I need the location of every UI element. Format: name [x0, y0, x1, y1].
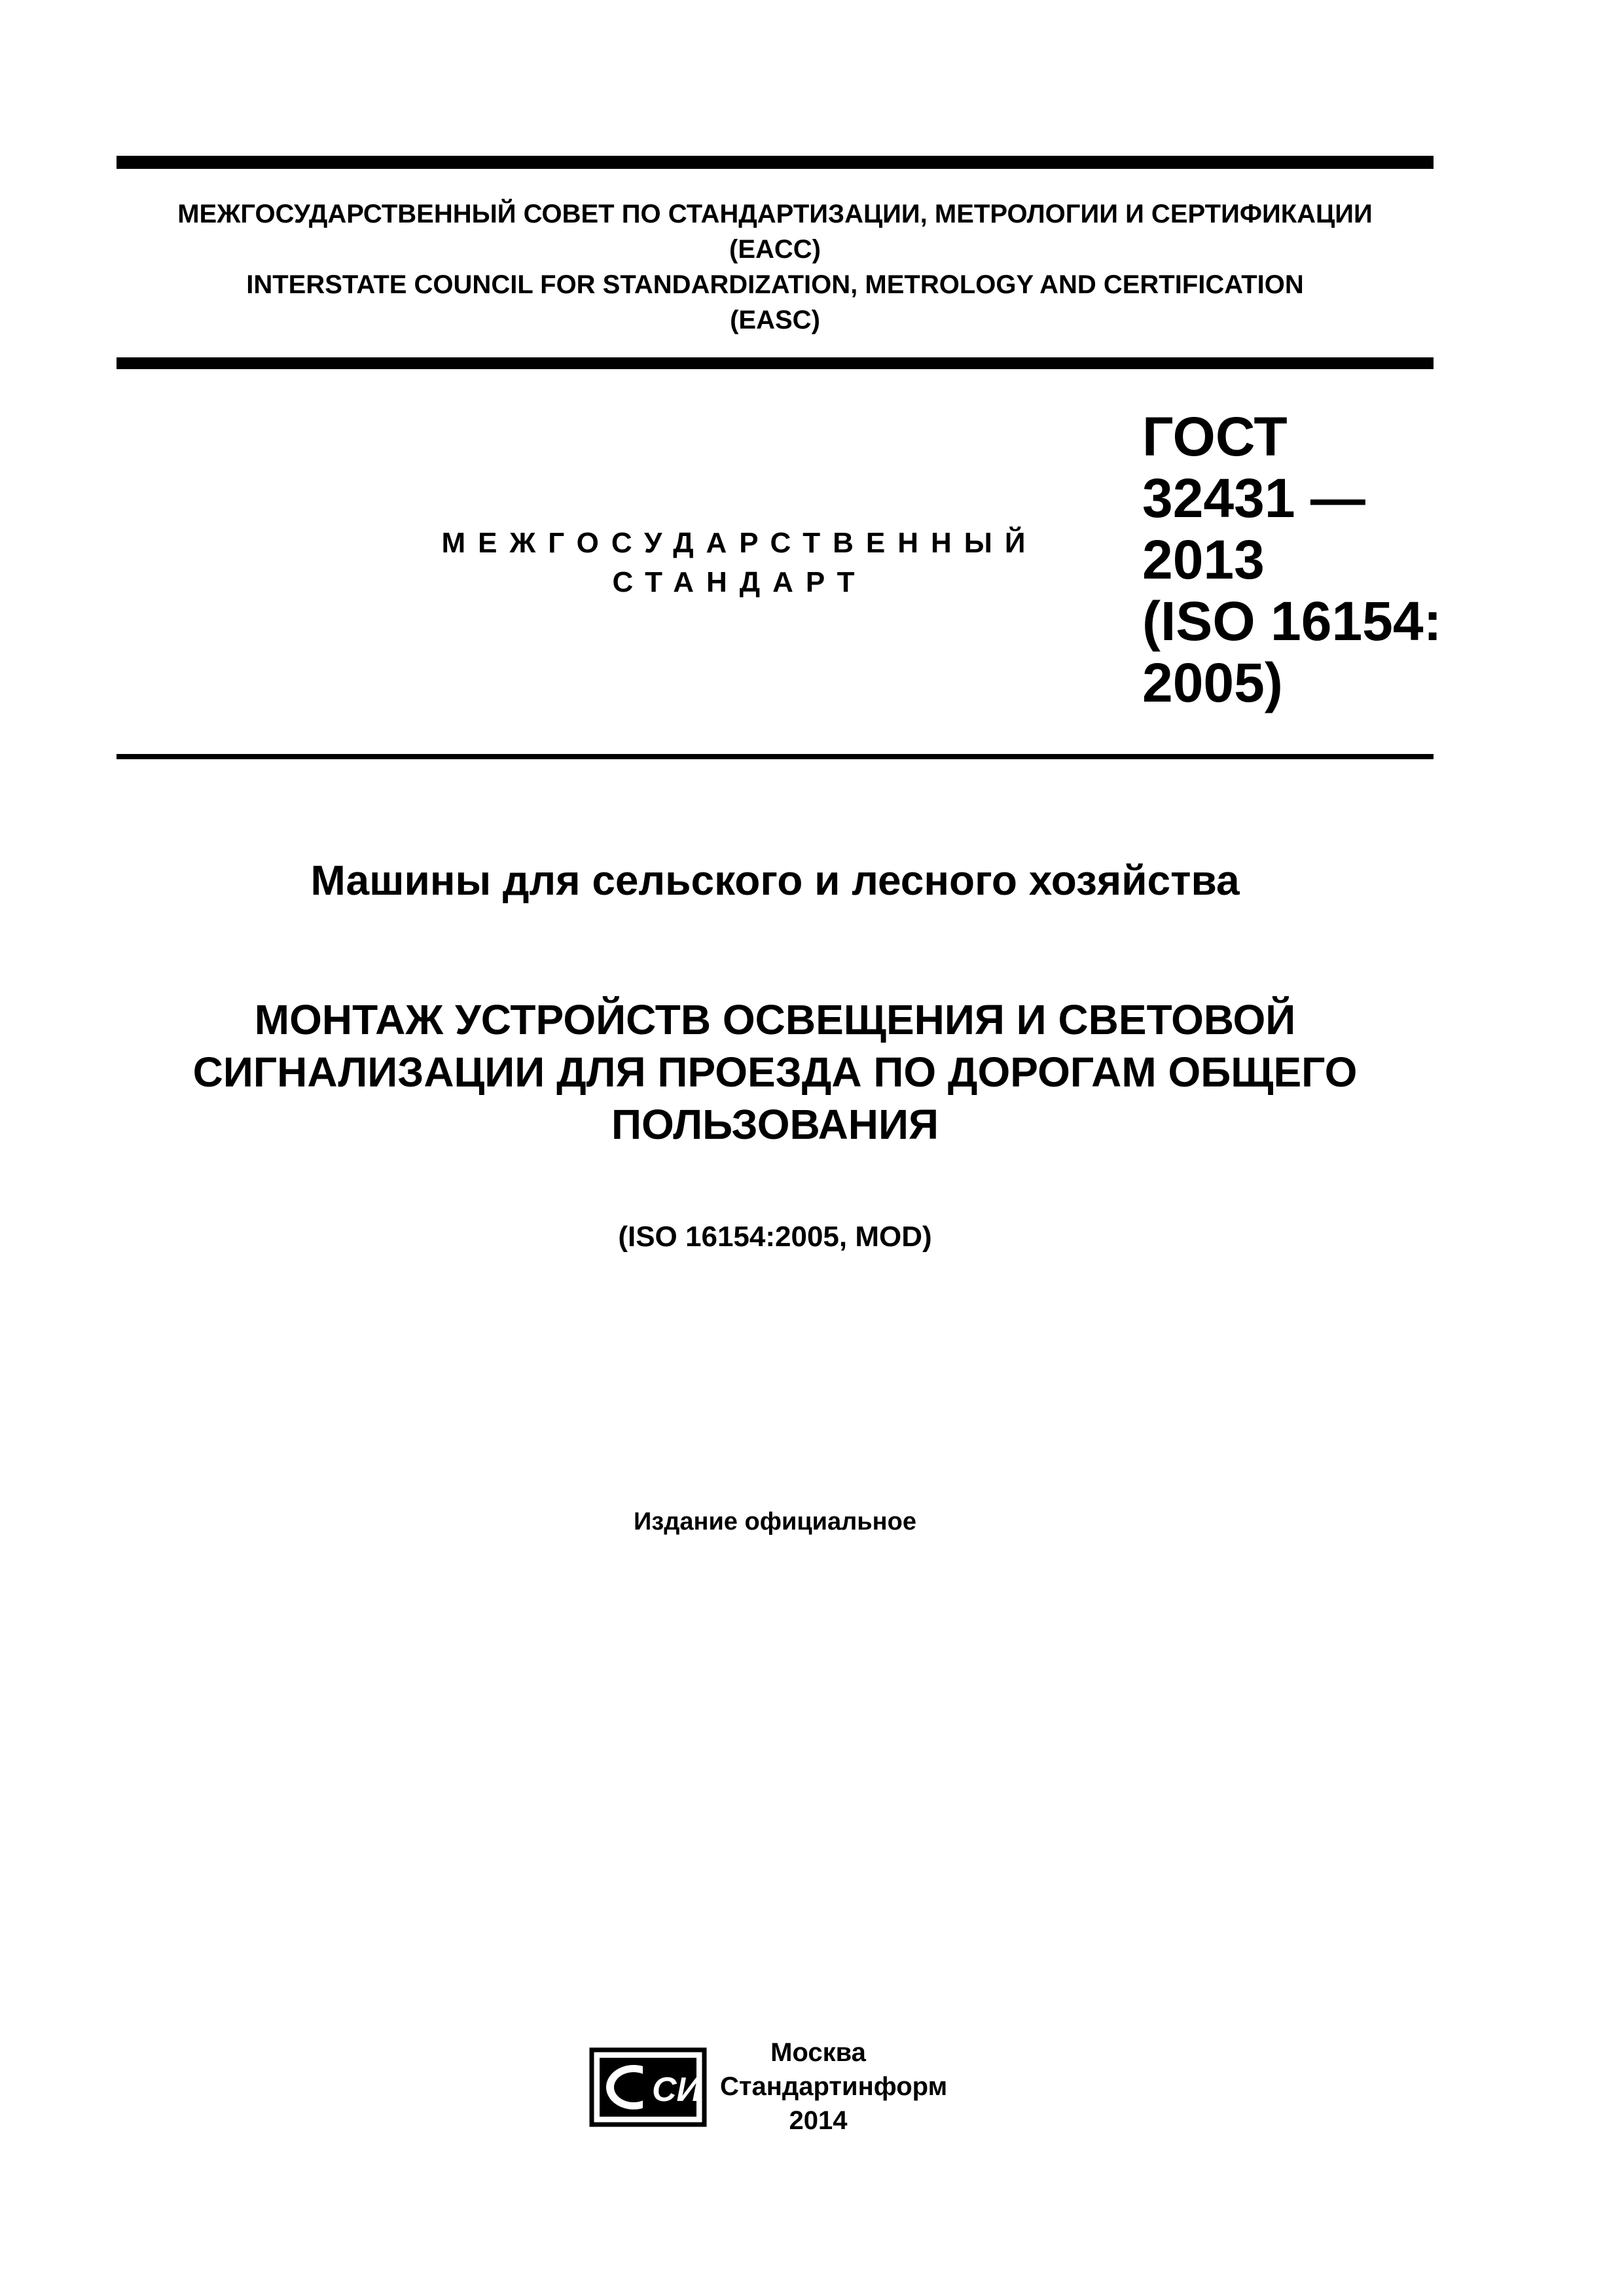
logo-text: СИ — [652, 2071, 701, 2109]
council-name-ru: МЕЖГОСУДАРСТВЕННЫЙ СОВЕТ ПО СТАНДАРТИЗАЦИИ, МЕТРОЛОГИИ И СЕРТИФИКАЦИИ — [177, 200, 1373, 228]
middle-rule — [117, 357, 1434, 369]
designation-line5: 2005) — [1142, 652, 1283, 713]
standard-type-line2: СТАНДАРТ — [612, 566, 867, 598]
standard-type — [353, 524, 1126, 602]
publisher-block — [720, 2036, 948, 2138]
bottom-rule — [117, 754, 1434, 759]
top-rule — [117, 156, 1434, 169]
standard-designation — [1142, 406, 1442, 713]
council-header — [117, 196, 1434, 338]
council-abbr-en: (EASC) — [730, 306, 820, 334]
edition-note: Издание официальное — [634, 1508, 916, 1535]
document-title: Машины для сельского и лесного хозяйства — [310, 857, 1240, 904]
council-name-en: INTERSTATE COUNCIL FOR STANDARDIZATION, METROLOGY AND CERTIFICATION — [246, 270, 1304, 299]
publisher-year: 2014 — [789, 2106, 848, 2135]
designation-line3: 2013 — [1142, 529, 1265, 590]
designation-line2: 32431 — — [1142, 467, 1365, 529]
logo-graphic — [589, 2047, 707, 2127]
publisher-name: Стандартинформ — [720, 2072, 948, 2101]
standard-type-line1: МЕЖГОСУДАРСТВЕННЫЙ — [441, 527, 1038, 559]
iso-reference: (ISO 16154:2005, MOD) — [618, 1221, 932, 1253]
designation-line1: ГОСТ — [1142, 406, 1288, 467]
subtitle-line1: МОНТАЖ УСТРОЙСТВ ОСВЕЩЕНИЯ И СВЕТОВОЙ — [254, 996, 1296, 1043]
subtitle-line3: ПОЛЬЗОВАНИЯ — [611, 1101, 939, 1148]
publisher-city: Москва — [770, 2038, 866, 2067]
standartinform-logo-icon — [589, 2047, 707, 2127]
document-subtitle — [117, 994, 1434, 1151]
council-abbr-ru: (EACC) — [729, 235, 821, 264]
subtitle-line2: СИГНАЛИЗАЦИИ ДЛЯ ПРОЕЗДА ПО ДОРОГАМ ОБЩЕГО — [192, 1049, 1358, 1096]
designation-line4: (ISO 16154: — [1142, 590, 1442, 652]
